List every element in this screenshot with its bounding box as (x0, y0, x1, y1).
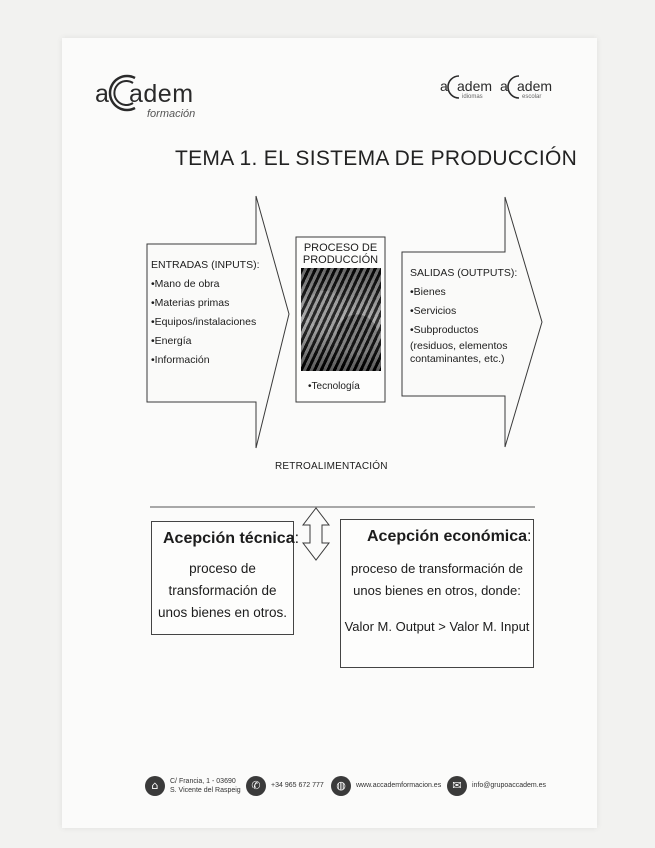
economic-acceptance-heading (367, 528, 532, 546)
process-title-line: PROCESO DE (303, 242, 378, 254)
inputs-heading: ENTRADAS (INPUTS): (151, 259, 260, 271)
logo-letter: a (500, 78, 508, 94)
value-comparison: Valor M. Output > Valor M. Input (344, 619, 530, 634)
factory-photo (301, 268, 381, 371)
economic-acceptance-box (340, 519, 534, 668)
logo-subtitle: idiomas (462, 94, 483, 100)
process-technology: •Tecnología (308, 381, 360, 392)
text-line: proceso de (189, 561, 256, 576)
globe-icon: ◍ (331, 776, 351, 796)
email-link: info@grupoaccadem.es (472, 782, 547, 789)
footer-address (145, 774, 245, 800)
address-line: C/ Francia, 1 - 03690 (170, 778, 236, 785)
footer-web[interactable] (331, 774, 443, 800)
output-item: •Servicios (410, 305, 457, 317)
phone-text: +34 965 672 777 (271, 782, 324, 789)
technical-acceptance-text (152, 558, 293, 624)
logo-brand-text: adem (517, 78, 553, 94)
input-item: •Energía (151, 335, 192, 347)
outputs-heading: SALIDAS (OUTPUTS): (410, 267, 518, 279)
output-item: •Bienes (410, 286, 446, 298)
feedback-label: RETROALIMENTACIÓN (275, 461, 388, 472)
page-title: TEMA 1. EL SISTEMA DE PRODUCCIÓN (175, 147, 578, 170)
heading-text: Acepción económica (367, 528, 528, 545)
output-item: contaminantes, etc.) (410, 353, 505, 365)
logo-brand-text: adem (457, 78, 493, 94)
footer-phone[interactable] (246, 774, 328, 800)
heading-text: Acepción técnica (163, 530, 295, 547)
logo-subtitle: escolar (522, 94, 542, 100)
home-icon: ⌂ (145, 776, 165, 796)
phone-icon: ✆ (246, 776, 266, 796)
outputs-list (410, 264, 517, 366)
logo-letter: a (95, 80, 109, 108)
footer-email[interactable] (447, 774, 547, 800)
logo-letter: a (440, 78, 448, 94)
mail-icon: ✉ (447, 776, 467, 796)
input-item: •Materias primas (151, 297, 230, 309)
logo-brand-text: adem (129, 80, 194, 108)
input-item: •Mano de obra (151, 278, 220, 290)
output-item: •Subproductos (410, 324, 479, 336)
process-title (296, 242, 385, 266)
heading-colon: : (294, 530, 300, 547)
heading-colon: : (527, 528, 532, 545)
text-line: proceso de transformación de (351, 561, 523, 576)
address-line: S. Vicente del Raspeig (170, 787, 241, 794)
double-arrow-icon (303, 508, 329, 560)
input-item: •Información (151, 354, 210, 366)
web-link: www.accademformacion.es (356, 782, 442, 789)
logo-subtitle: formación (147, 108, 196, 120)
text-line: unos bienes en otros. (157, 605, 288, 620)
technical-acceptance-box (151, 521, 300, 635)
economic-acceptance-text (341, 558, 533, 638)
inputs-list (151, 256, 260, 370)
input-item: •Equipos/instalaciones (151, 316, 257, 328)
technical-acceptance-heading (163, 530, 299, 548)
text-line: transformación de (168, 583, 277, 598)
output-item: (residuos, elementos (410, 340, 508, 352)
process-title-line: PRODUCCIÓN (302, 254, 379, 266)
text-line: unos bienes en otros, donde: (353, 583, 521, 598)
